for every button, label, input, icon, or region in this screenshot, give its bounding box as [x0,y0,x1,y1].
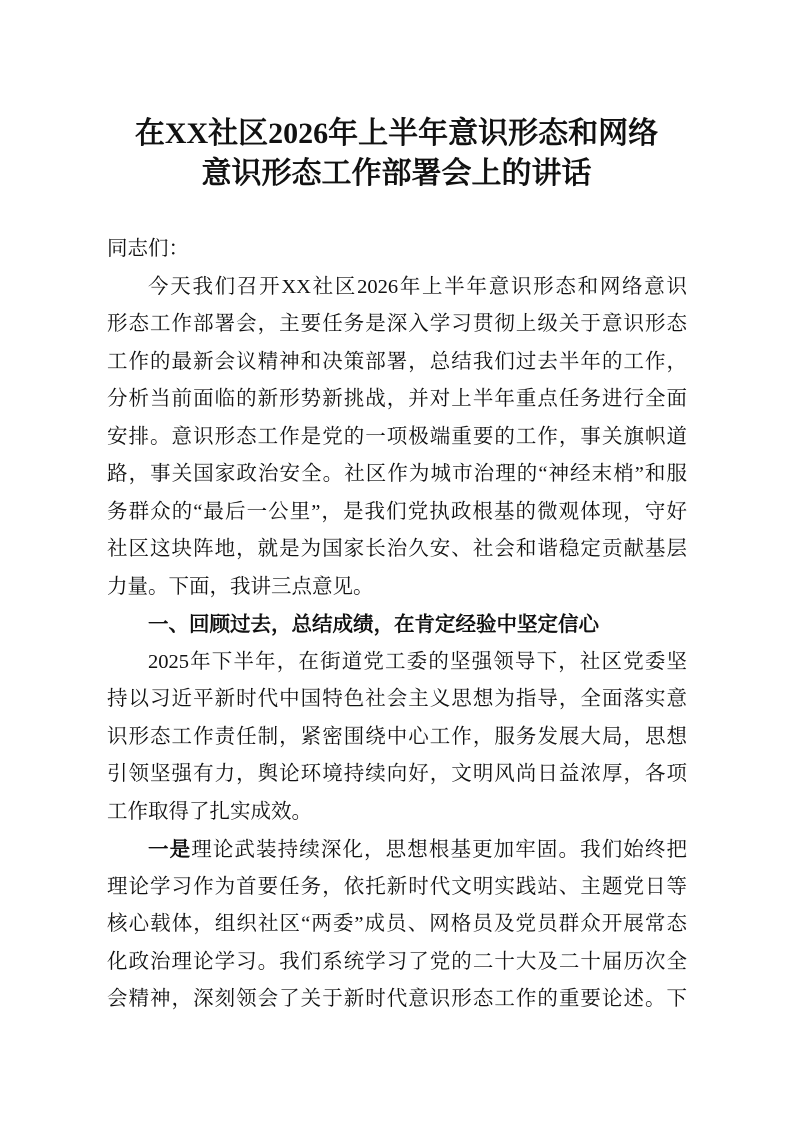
section-heading [107,606,687,644]
paragraph-line: 安排。意识形态工作是党的一项极端重要的工作，事关旗帜道 [107,425,687,448]
paragraph-line: 工作的最新会议精神和决策部署，总结我们过去半年的工作， [107,350,687,373]
paragraph-line: 力量。下面，我讲三点意见。 [107,575,374,598]
paragraph [107,831,687,1019]
paragraph-line: 理论学习作为首要任务，依托新时代文明实践站、主题党日等 [107,875,687,898]
document-body [107,231,687,1019]
paragraph-line: 核心载体，组织社区“两委”成员、网格员及党员群众开展常态 [107,913,687,935]
paragraph-line: 工作取得了扎实成效。 [107,800,312,823]
document-title [80,114,713,194]
paragraph-line: 形态工作部署会，主要任务是深入学习贯彻上级关于意识形态 [107,313,687,335]
line-text: 理论武装持续深化，思想根基更加牢固。我们始终把 [191,839,688,861]
lead-phrase: 一是 [148,838,192,861]
paragraph-line: 分析当前面临的新形势新挑战，并对上半年重点任务进行全面 [107,388,687,410]
paragraph-line: 引领坚强有力，舆论环境持续向好，文明风尚日益浓厚，各项 [107,763,687,785]
paragraph-line: 一、回顾过去，总结成绩，在肯定经验中坚定信心 [148,613,599,636]
paragraph [107,269,687,607]
salutation: 同志们： [107,238,189,260]
paragraph [107,644,687,832]
title-line-1: 在XX社区2026年上半年意识形态和网络 [134,117,659,150]
paragraph-line: 化政治理论学习。我们系统学习了党的二十大及二十届历次全 [107,950,687,973]
paragraph-line: 务群众的“最后一公里”，是我们党执政根基的微观体现，守好 [107,500,687,523]
paragraph-line: 会精神，深刻领会了关于新时代意识形态工作的重要论述。下 [107,988,687,1010]
paragraph-line: 2025年下半年，在街道党工委的坚强领导下，社区党委坚 [148,650,687,673]
paragraph-line [107,831,687,869]
paragraph-line: 识形态工作责任制，紧密围绕中心工作，服务发展大局，思想 [107,725,687,748]
paragraph-line: 持以习近平新时代中国特色社会主义思想为指导，全面落实意 [107,688,687,710]
paragraph-line: 路，事关国家政治安全。社区作为城市治理的“神经末梢”和服 [107,463,687,485]
title-line-2: 意识形态工作部署会上的讲话 [201,157,592,190]
paragraph-line: 今天我们召开XX社区2026年上半年意识形态和网络意识 [148,275,687,298]
paragraph-line: 社区这块阵地，就是为国家长治久安、社会和谐稳定贡献基层 [107,538,687,560]
